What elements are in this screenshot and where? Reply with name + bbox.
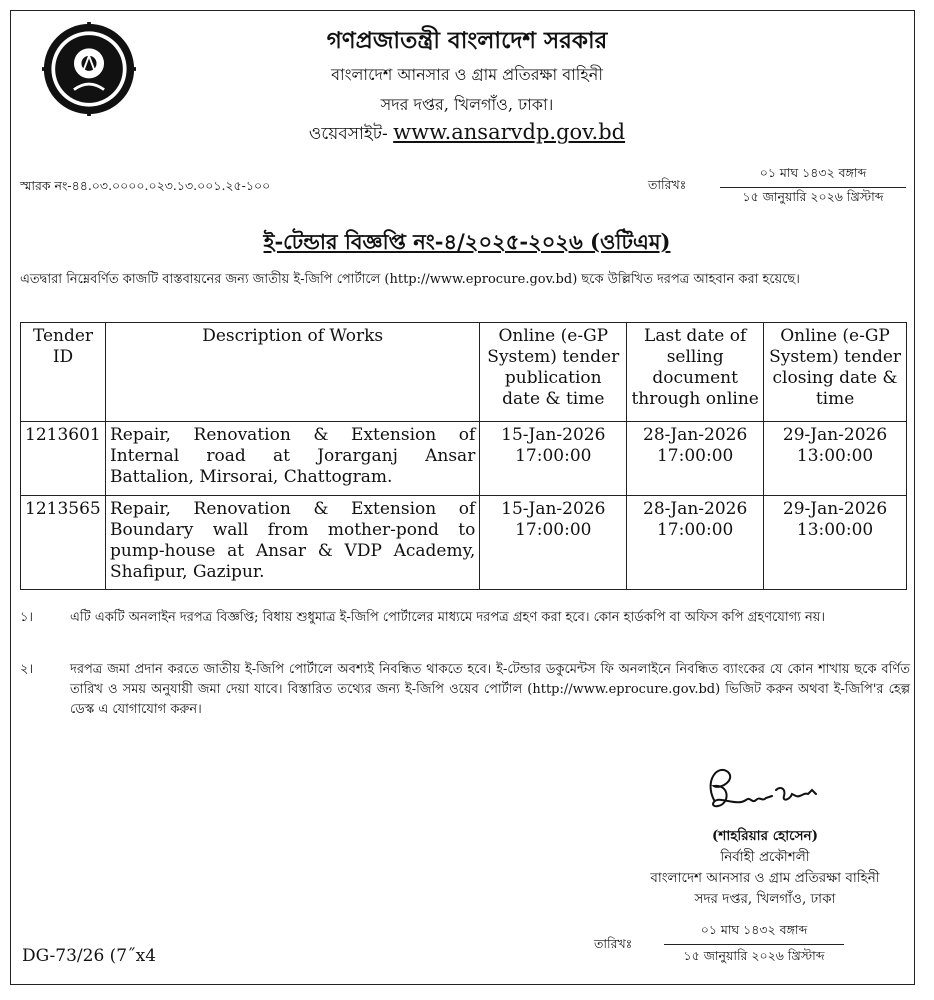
signatory-designation: নির্বাহী প্রকৌশলী	[720, 849, 810, 865]
footer-code: DG-73/26 (7˝x4	[22, 946, 157, 966]
website-line	[0, 120, 934, 149]
closing-datetime: 29-Jan-2026 13:00:00	[764, 422, 907, 496]
header-selling: Last date of selling document through online	[627, 323, 764, 422]
tender-id: 1213565	[21, 496, 106, 590]
selling-datetime: 28-Jan-2026 17:00:00	[627, 422, 764, 496]
signatory-name: (শাহরিয়ার হোসেন)	[712, 828, 818, 844]
intro-paragraph: এতদ্বারা নিম্নেবর্ণিত কাজটি বাস্তবায়নের জন্য জাতীয় ই-জিপি পোর্টালে (http://www.eprocure.gov.bd) ছকে উল্লিখিত দরপত্র আহবান করা হয়েছে।	[20, 272, 800, 287]
tender-table	[20, 322, 907, 590]
selling-datetime: 28-Jan-2026 17:00:00	[627, 496, 764, 590]
publication-datetime: 15-Jan-2026 17:00:00	[480, 422, 627, 496]
website-label: ওয়েবসাইট-	[308, 124, 388, 144]
signatory-block	[620, 826, 910, 910]
table-row	[21, 496, 907, 590]
date-bangla: ০১ মাঘ ১৪৩২ বঙ্গাব্দ	[664, 922, 844, 945]
header-description: Description of Works	[105, 323, 479, 422]
header-publication: Online (e-GP System) tender publication date & time	[480, 323, 627, 422]
publication-datetime: 15-Jan-2026 17:00:00	[480, 496, 627, 590]
tender-id: 1213601	[21, 422, 106, 496]
note-text: দরপত্র জমা প্রদান করতে জাতীয় ই-জিপি পোর্টালে অবশ্যই নিবন্ধিত থাকতে হবে। ই-টেন্ডার ডকুমেন্টস ফি অনলাইনে নিবন্ধিত ব্যাংকের যে কোন শাখায় ছকে বর্ণিত তারিখ ও সময় অনুযায়ী জমা দেয়া যাবে। বিস্তারিত তথ্যের জন্য ই-জিপি ওয়েব পোর্টাল (http://www.eprocure.gov.bd) ভিজিট করুন অথবা ই-জিপি'র হেল্প ডেস্ক এ যোগাযোগ করুন।	[70, 662, 910, 717]
notice-title: ই-টেন্ডার বিজ্ঞপ্তি নং-৪/২০২৫-২০২৬ (ওটিএম)	[263, 229, 671, 254]
work-description: Repair, Renovation & Extension of Boundary wall from mother-pond to pump-house at Ansar & VDP Academy, Shafipur, Gazipur.	[105, 496, 479, 590]
note-2	[20, 660, 910, 722]
table-header-row	[21, 323, 907, 422]
date-english: ১৫ জানুয়ারি ২০২৬ খ্রিস্টাব্দ	[742, 189, 884, 204]
note-text: এটি একটি অনলাইন দরপত্র বিজ্ঞপ্তি; বিধায় শুধুমাত্র ই-জিপি পোর্টালের মাধ্যমে দরপত্র গ্রহণ করা হবে। কোন হার্ডকপি বা অফিস কপি গ্রহণযোগ্য নয়।	[70, 610, 826, 625]
memo-number: স্মারক নং-৪৪.০৩.০০০০.০২৩.১৩.০০১.২৫-১০০	[20, 178, 271, 193]
date-label: তারিখঃ	[594, 936, 633, 951]
table-row	[21, 422, 907, 496]
note-1	[20, 608, 910, 648]
work-description: Repair, Renovation & Extension of Internal road at Jorarganj Ansar Battalion, Mirsorai, Chattogram.	[105, 422, 479, 496]
office-address: সদর দপ্তর, খিলগাঁও, ঢাকা।	[380, 95, 554, 114]
date-english: ১৫ জানুয়ারি ২০২৬ খ্রিস্টাব্দ	[683, 948, 825, 963]
website-link[interactable]: www.ansarvdp.gov.bd	[393, 120, 626, 144]
note-number: ১।	[20, 610, 34, 625]
note-number: ২।	[20, 662, 34, 677]
header-tender-id: Tender ID	[21, 323, 106, 422]
closing-datetime: 29-Jan-2026 13:00:00	[764, 496, 907, 590]
header-closing: Online (e-GP System) tender closing date & time	[764, 323, 907, 422]
department-heading: বাংলাদেশ আনসার ও গ্রাম প্রতিরক্ষা বাহিনী	[331, 65, 603, 84]
date-bangla: ০১ মাঘ ১৪৩২ বঙ্গাব্দ	[720, 165, 906, 188]
government-heading: গণপ্রজাতন্ত্রী বাংলাদেশ সরকার	[326, 27, 608, 54]
signature-icon	[700, 760, 830, 820]
signatory-department: বাংলাদেশ আনসার ও গ্রাম প্রতিরক্ষা বাহিনী	[650, 870, 880, 886]
date-label: তারিখঃ	[648, 177, 687, 192]
signatory-address: সদর দপ্তর, খিলগাঁও, ঢাকা	[694, 891, 836, 907]
